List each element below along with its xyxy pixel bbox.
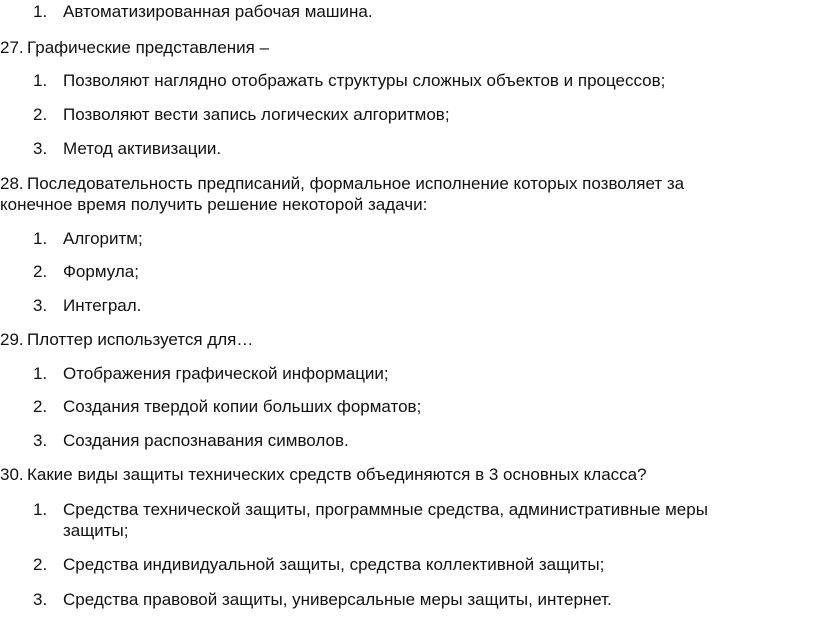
answer-text: Позволяют вести запись логических алгоритмов; bbox=[63, 105, 450, 124]
answer-text: Средства правовой защиты, универсальные меры защиты, интернет. bbox=[63, 590, 612, 609]
answer-text: Автоматизированная рабочая машина. bbox=[63, 2, 373, 21]
answer-number: 2. bbox=[33, 555, 48, 574]
question-29 bbox=[0, 330, 253, 350]
answer-number: 3. bbox=[33, 139, 48, 158]
question-number: 29. bbox=[0, 330, 24, 349]
question-28 bbox=[0, 174, 684, 194]
question-text: Плоттер используется для… bbox=[27, 330, 254, 349]
answer-number: 2. bbox=[33, 397, 48, 416]
question-30 bbox=[0, 465, 647, 485]
question-28-continuation bbox=[0, 195, 427, 215]
answer-number: 3. bbox=[33, 590, 48, 609]
answer-number: 2. bbox=[33, 262, 48, 281]
question-number: 27. bbox=[0, 38, 24, 57]
answer-text: Отображения графической информации; bbox=[63, 364, 389, 383]
question-number: 30. bbox=[0, 465, 24, 484]
question-text: Какие виды защиты технических средств объединяются в 3 основных класса? bbox=[27, 465, 647, 484]
answer-text: Формула; bbox=[63, 262, 139, 281]
answer-text: Создания распознавания символов. bbox=[63, 431, 349, 450]
question-text: Графические представления – bbox=[27, 38, 270, 57]
answer-text: Средства технической защиты, программные средства, административные меры bbox=[63, 500, 708, 519]
answer-text-continued: защиты; bbox=[63, 521, 129, 540]
answer-number: 3. bbox=[33, 296, 48, 315]
question-text: Последовательность предписаний, формальное исполнение которых позволяет за bbox=[27, 174, 685, 193]
answer-number: 1. bbox=[33, 500, 48, 519]
answer-text: Создания твердой копии больших форматов; bbox=[63, 397, 422, 416]
answer-number: 1. bbox=[33, 229, 48, 248]
answer-number: 1. bbox=[33, 2, 48, 21]
question-text-continued: конечное время получить решение некоторой задачи: bbox=[0, 195, 428, 214]
answer-text: Метод активизации. bbox=[63, 139, 222, 158]
answer-text: Средства индивидуальной защиты, средства коллективной защиты; bbox=[63, 555, 605, 574]
question-number: 28. bbox=[0, 174, 24, 193]
answer-text: Интеграл. bbox=[63, 296, 142, 315]
answer-number: 1. bbox=[33, 71, 48, 90]
answer-text: Позволяют наглядно отображать структуры сложных объектов и процессов; bbox=[63, 71, 666, 90]
answer-number: 3. bbox=[33, 431, 48, 450]
answer-number: 2. bbox=[33, 105, 48, 124]
question-27 bbox=[0, 38, 269, 58]
answer-number: 1. bbox=[33, 364, 48, 383]
answer-text: Алгоритм; bbox=[63, 229, 143, 248]
